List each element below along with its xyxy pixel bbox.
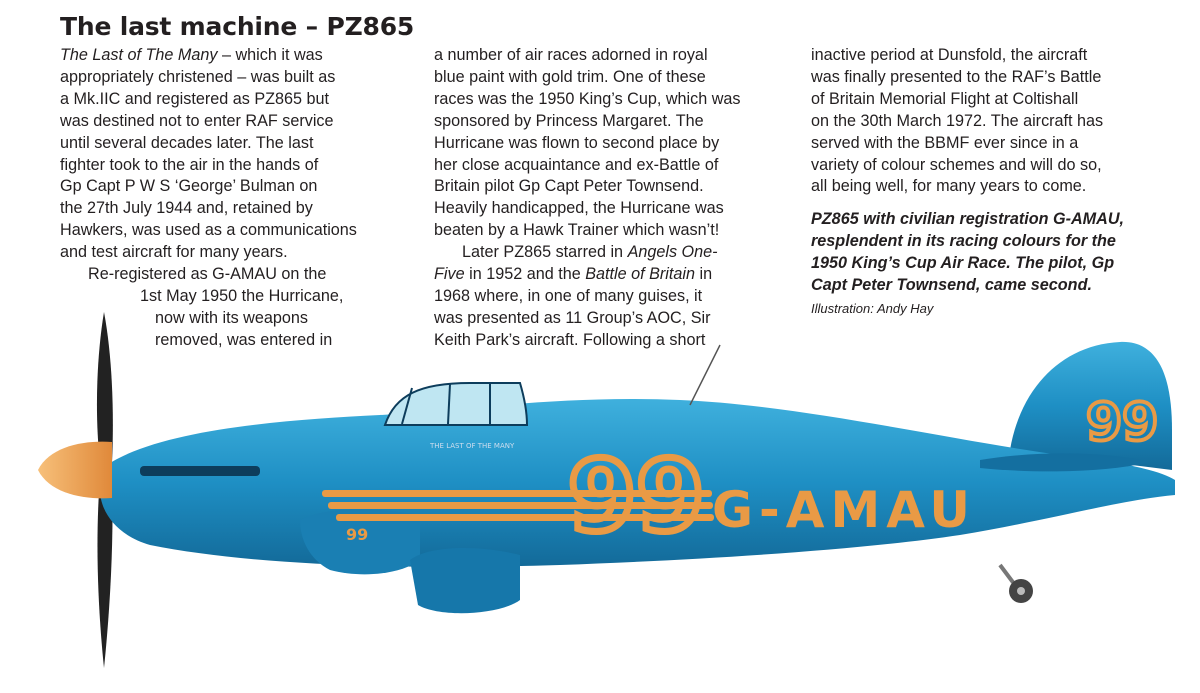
- text-line: the 27th July 1944 and, retained by: [60, 199, 313, 218]
- text-line: Heavily handicapped, the Hurricane was: [434, 199, 724, 218]
- text-line: now with its weapons: [155, 308, 308, 327]
- page-title: The last machine – PZ865: [60, 12, 415, 41]
- propeller-spinner: [38, 442, 112, 499]
- text-line: Britain pilot Gp Capt Peter Townsend.: [434, 177, 704, 196]
- canopy: [385, 383, 527, 425]
- text-line: Gp Capt P W S ‘George’ Bulman on: [60, 177, 318, 196]
- text-line: was destined not to enter RAF service: [60, 111, 334, 130]
- caption-line: PZ865 with civilian registration G-AMAU,: [811, 210, 1125, 229]
- text-line: beaten by a Hawk Trainer which wasn’t!: [434, 221, 720, 240]
- antenna: [690, 345, 720, 405]
- text-line: all being well, for many years to come.: [811, 177, 1087, 196]
- text-line: blue paint with gold trim. One of these: [434, 67, 706, 86]
- caption-line: Capt Peter Townsend, came second.: [811, 276, 1092, 295]
- text-line: 1st May 1950 the Hurricane,: [140, 286, 344, 305]
- text-line: 1968 where, in one of many guises, it: [434, 286, 703, 305]
- radiator: [410, 548, 520, 613]
- nose-name: THE LAST OF THE MANY: [430, 442, 515, 450]
- text-line: sponsored by Princess Margaret. The: [434, 111, 704, 130]
- wing-number: 99: [346, 525, 369, 544]
- text-line: Re-registered as G-AMAU on the: [88, 265, 327, 284]
- text-column-3: [811, 45, 1151, 319]
- text-line: was finally presented to the RAF’s Battle: [811, 67, 1102, 86]
- text-line: Five in 1952 and the Battle of Britain in: [434, 265, 713, 284]
- caption-line: resplendent in its racing colours for the: [811, 232, 1116, 251]
- text-line: removed, was entered in: [155, 330, 333, 349]
- text-line: Hawkers, was used as a communications: [60, 221, 357, 240]
- registration: G-AMAU: [712, 481, 977, 539]
- exhaust-stubs: [140, 466, 260, 476]
- text-line: Keith Park’s aircraft. Following a short: [434, 330, 706, 349]
- illustration-credit: Illustration: Andy Hay: [811, 300, 934, 316]
- caption-line: 1950 King’s Cup Air Race. The pilot, Gp: [811, 254, 1115, 273]
- text-line: a Mk.IIC and registered as PZ865 but: [60, 89, 330, 108]
- text-line: The Last of The Many – which it was: [60, 46, 323, 64]
- propeller-blade-top: [97, 312, 113, 462]
- text-line: until several decades later. The last: [60, 133, 314, 152]
- text-line: Later PZ865 starred in Angels One-: [462, 243, 718, 262]
- text-line: a number of air races adorned in royal: [434, 46, 708, 64]
- text-line: served with the BBMF ever since in a: [811, 133, 1079, 152]
- text-line: appropriately christened – was built as: [60, 67, 336, 86]
- text-line: on the 30th March 1972. The aircraft has: [811, 111, 1104, 130]
- illustration-caption: [811, 209, 1151, 297]
- text-line: of Britain Memorial Flight at Coltishall: [811, 89, 1079, 108]
- hurricane-illustration: [0, 300, 1200, 693]
- race-number: 99: [568, 440, 705, 554]
- text-line: was presented as 11 Group’s AOC, Sir: [434, 308, 711, 327]
- tail-number: 99: [1086, 393, 1159, 453]
- text-line: variety of colour schemes and will do so,: [811, 155, 1102, 174]
- text-line: inactive period at Dunsfold, the aircraft: [811, 46, 1088, 64]
- text-line: Hurricane was flown to second place by: [434, 133, 720, 152]
- text-line: her close acquaintance and ex-Battle of: [434, 155, 719, 174]
- text-line: fighter took to the air in the hands of: [60, 155, 319, 174]
- text-line: races was the 1950 King’s Cup, which was: [434, 89, 741, 108]
- text-line: and test aircraft for many years.: [60, 243, 288, 262]
